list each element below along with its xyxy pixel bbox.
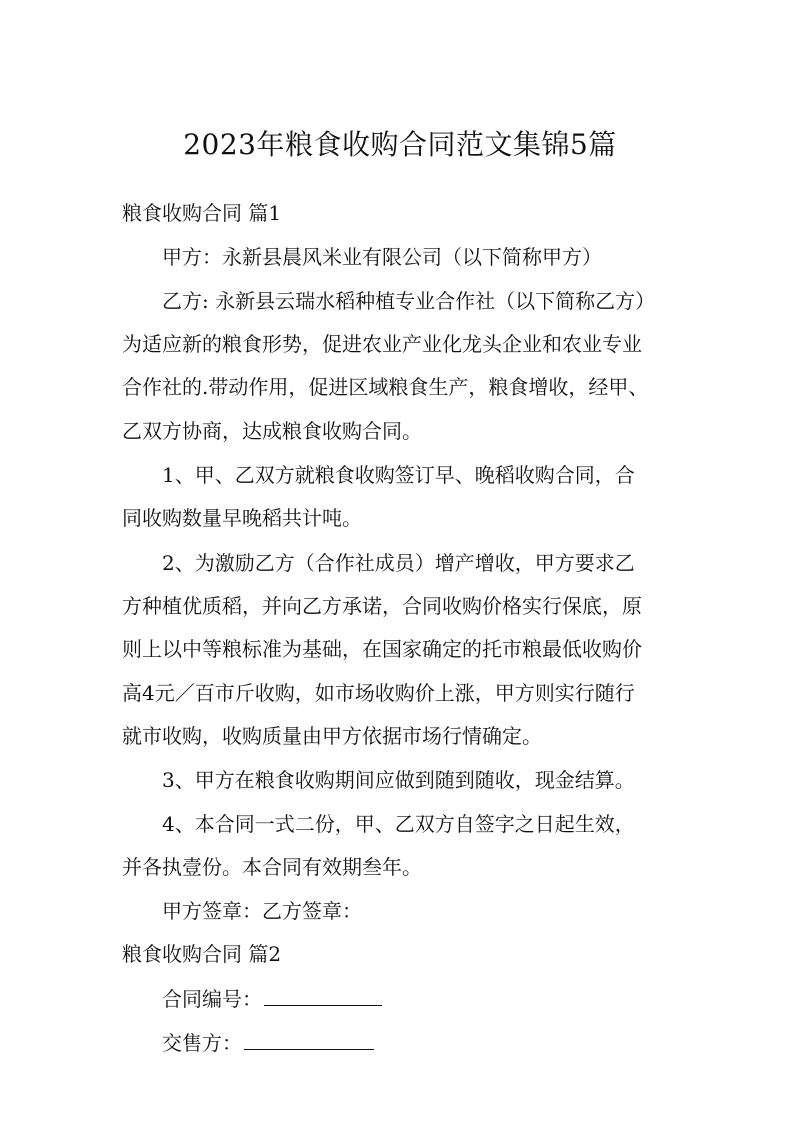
clause-2-line: 就市收购，收购质量由甲方依据市场行情确定。 [122,724,542,748]
contract-number-field [162,986,382,1012]
paragraph-line: 为适应新的粮食形势，促进农业产业化龙头企业和农业专业 [122,332,642,356]
seller-label: 交售方： [162,1031,242,1055]
clause-2-line: 方种植优质稻，并向乙方承诺，合同收购价格实行保底，原 [122,594,642,618]
clause-4-line: 4、本合同一式二份，甲、乙双方自签字之日起生效， [162,812,635,836]
clause-2-line: 高4元／百市斤收购，如市场收购价上涨，甲方则实行随行 [122,681,635,705]
contract-number-label: 合同编号： [162,987,262,1011]
party-a-line: 甲方：永新县晨风米业有限公司（以下简称甲方） [162,245,602,269]
seller-blank [244,1031,374,1050]
clause-4-line: 并各执壹份。本合同有效期叁年。 [122,855,422,879]
paragraph-line: 合作社的.带动作用，促进区域粮食生产，粮食增收，经甲、 [122,375,649,399]
clause-3-line: 3、甲方在粮食收购期间应做到随到随收，现金结算。 [162,768,635,792]
contract-number-blank [264,987,382,1006]
clause-2-line: 2、为激励乙方（合作社成员）增产增收，甲方要求乙 [162,551,635,575]
paragraph-line: 乙双方协商，达成粮食收购合同。 [122,419,422,443]
document-title: 2023年粮食收购合同范文集锦5篇 [183,128,617,161]
clause-1-line: 1、甲、乙双方就粮食收购签订早、晚稻收购合同，合 [162,463,635,487]
clause-1-line: 同收购数量早晚稻共计吨。 [122,506,362,530]
party-b-line: 乙方: 永新县云瑞水稻种植专业合作社（以下简称乙方） [162,289,656,313]
section-heading: 粮食收购合同 篇2 [122,942,282,966]
section-heading: 粮食收购合同 篇1 [122,201,282,225]
seller-field [162,1030,374,1056]
clause-2-line: 则上以中等粮标准为基础，在国家确定的托市粮最低收购价 [122,637,642,661]
signature-line: 甲方签章：乙方签章： [162,899,362,923]
